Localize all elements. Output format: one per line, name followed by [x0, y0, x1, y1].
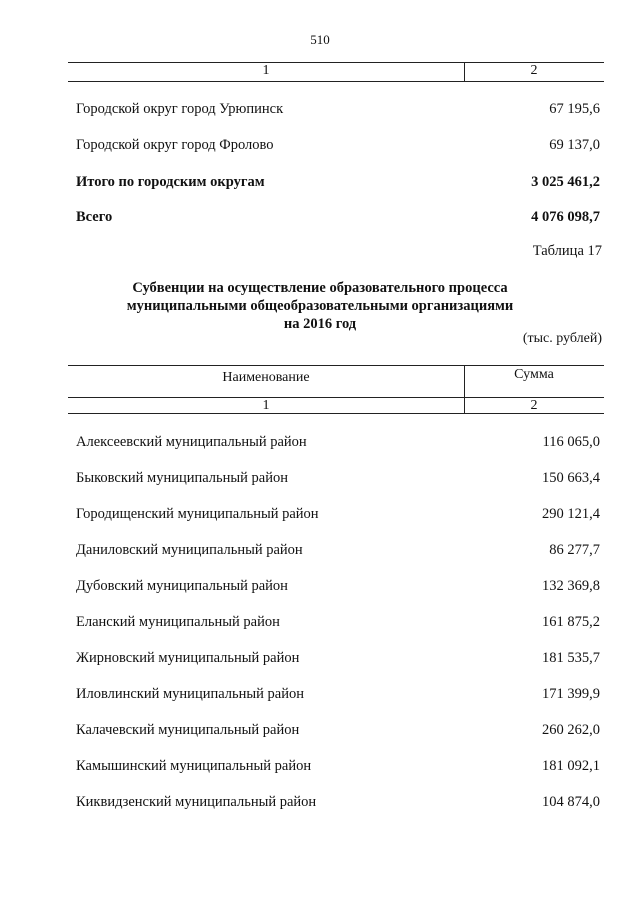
- row-name: Итого по городским округам: [76, 174, 265, 190]
- row-value: 290 121,4: [542, 506, 600, 522]
- table-row: [76, 722, 600, 742]
- row-name: Всего: [76, 209, 113, 225]
- units-label: (тыс. рублей): [522, 331, 602, 346]
- table-row-total: [76, 174, 600, 194]
- row-name: Дубовский муниципальный район: [76, 578, 288, 594]
- table-row: [76, 101, 600, 121]
- row-name: Алексеевский муниципальный район: [76, 434, 307, 450]
- row-value: 260 262,0: [542, 722, 600, 738]
- row-value: 86 277,7: [549, 542, 600, 558]
- row-name: Еланский муниципальный район: [76, 614, 280, 630]
- row-name: Городской округ город Урюпинск: [76, 101, 284, 117]
- table17-header: [68, 365, 604, 414]
- row-name: Даниловский муниципальный район: [76, 542, 303, 558]
- column-header-name: Наименование: [222, 370, 310, 385]
- table-row: [76, 434, 600, 454]
- row-value: 171 399,9: [542, 686, 600, 702]
- row-name: Быковский муниципальный район: [76, 470, 288, 486]
- row-value: 132 369,8: [542, 578, 600, 594]
- column-number-1: 1: [262, 63, 270, 78]
- row-name: Иловлинский муниципальный район: [76, 686, 304, 702]
- row-value: 3 025 461,2: [531, 174, 600, 190]
- row-value: 181 092,1: [542, 758, 600, 774]
- row-value: 67 195,6: [549, 101, 600, 117]
- row-value: 161 875,2: [542, 614, 600, 630]
- row-value: 116 065,0: [542, 434, 600, 450]
- table-row: [76, 758, 600, 778]
- row-value: 69 137,0: [549, 137, 600, 153]
- column-header-sum: Сумма: [514, 367, 554, 382]
- column-number-2: 2: [530, 63, 538, 78]
- row-name: Киквидзенский муниципальный район: [76, 794, 317, 810]
- table-row: [76, 614, 600, 634]
- row-value: 104 874,0: [542, 794, 600, 810]
- table-row: [76, 506, 600, 526]
- row-name: Калачевский муниципальный район: [76, 722, 300, 738]
- page-number: 510: [310, 32, 330, 47]
- column-number-2: 2: [530, 398, 538, 413]
- table-title: [0, 279, 640, 333]
- table-row: [76, 137, 600, 157]
- table-row: [76, 542, 600, 562]
- top-table-header: [68, 62, 604, 82]
- table-row: [76, 686, 600, 706]
- table-caption: Таблица 17: [532, 243, 602, 259]
- column-number-1: 1: [262, 398, 270, 413]
- row-name: Жирновский муниципальный район: [76, 650, 300, 666]
- table-title-line: на 2016 год: [283, 316, 357, 332]
- table-row: [76, 650, 600, 670]
- table-title-line: Субвенции на осуществление образовательного процесса: [132, 280, 508, 296]
- row-name: Камышинский муниципальный район: [76, 758, 312, 774]
- table-title-line: муниципальными общеобразовательными организациями: [126, 298, 514, 314]
- row-value: 4 076 098,7: [531, 209, 600, 225]
- table-row: [76, 470, 600, 490]
- table-row: [76, 578, 600, 598]
- row-value: 181 535,7: [542, 650, 600, 666]
- row-value: 150 663,4: [542, 470, 600, 486]
- row-name: Городищенский муниципальный район: [76, 506, 319, 522]
- table-row-grand-total: [76, 209, 600, 229]
- table-row: [76, 794, 600, 814]
- row-name: Городской округ город Фролово: [76, 137, 274, 153]
